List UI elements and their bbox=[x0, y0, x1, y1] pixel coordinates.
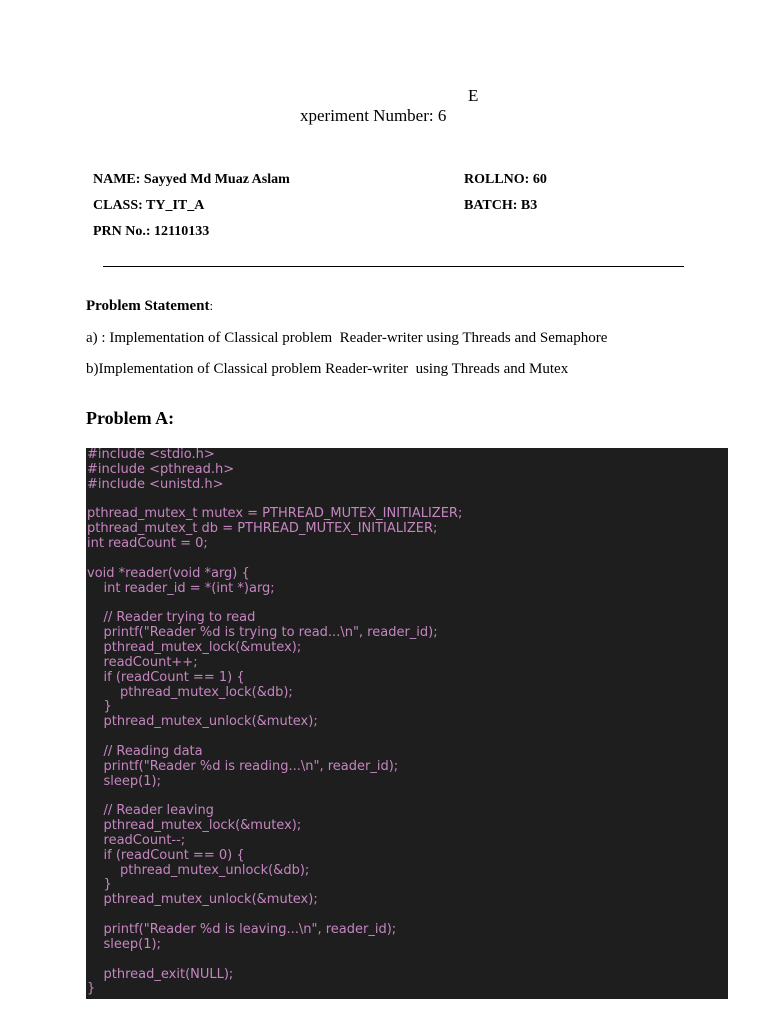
code-line: // Reader leaving bbox=[87, 803, 214, 819]
student-prn: PRN No.: 12110133 bbox=[93, 224, 210, 239]
code-line: int readCount = 0; bbox=[87, 536, 208, 552]
problem-statement-label: Problem Statement bbox=[86, 298, 210, 314]
problem-statement-b: b)Implementation of Classical problem Reader-writer using Threads and Mutex bbox=[86, 361, 569, 377]
code-line: readCount--; bbox=[87, 832, 186, 848]
horizontal-divider bbox=[103, 266, 684, 267]
student-rollno: ROLLNO: 60 bbox=[464, 172, 547, 187]
code-line: pthread_mutex_unlock(&mutex); bbox=[87, 892, 318, 908]
code-line: sleep(1); bbox=[87, 936, 161, 952]
code-line: #include <stdio.h> bbox=[87, 448, 215, 462]
student-class: CLASS: TY_IT_A bbox=[93, 198, 205, 213]
code-line bbox=[86, 730, 728, 745]
code-line: if (readCount == 1) { bbox=[87, 669, 245, 685]
code-line: #include <unistd.h> bbox=[87, 476, 224, 492]
code-line: if (readCount == 0) { bbox=[87, 847, 245, 863]
code-line bbox=[86, 596, 728, 611]
code-line: pthread_mutex_unlock(&mutex); bbox=[87, 714, 318, 730]
code-line: sleep(1); bbox=[87, 773, 161, 789]
code-line: void *reader(void *arg) { bbox=[87, 565, 250, 581]
code-line: printf("Reader %d is trying to read...\n", reader_id); bbox=[87, 625, 438, 641]
code-line: } bbox=[87, 981, 96, 997]
problem-statement-heading bbox=[86, 298, 213, 315]
code-line: pthread_mutex_lock(&mutex); bbox=[87, 818, 302, 834]
code-line: pthread_mutex_lock(&db); bbox=[87, 684, 293, 700]
code-line bbox=[86, 552, 728, 567]
code-line bbox=[86, 908, 728, 923]
code-line bbox=[86, 493, 728, 508]
code-line: } bbox=[87, 877, 112, 893]
experiment-title: xperiment Number: 6 bbox=[300, 106, 447, 125]
code-line: } bbox=[87, 699, 112, 715]
code-line: // Reader trying to read bbox=[87, 610, 256, 626]
code-line: readCount++; bbox=[87, 654, 198, 670]
code-line: pthread_mutex_t db = PTHREAD_MUTEX_INITIALIZER; bbox=[87, 521, 438, 537]
code-line: printf("Reader %d is reading...\n", reader_id); bbox=[87, 758, 399, 774]
experiment-title-first-letter: E bbox=[468, 86, 479, 105]
code-line bbox=[86, 953, 728, 968]
problem-statement-colon: : bbox=[209, 298, 214, 313]
code-line: pthread_mutex_unlock(&db); bbox=[87, 862, 310, 878]
student-batch: BATCH: B3 bbox=[464, 198, 538, 213]
problem-statement-a: a) : Implementation of Classical problem Reader-writer using Threads and Semaphore bbox=[86, 330, 608, 346]
code-line: int reader_id = *(int *)arg; bbox=[87, 580, 275, 596]
code-line: pthread_mutex_lock(&mutex); bbox=[87, 639, 302, 655]
code-line: pthread_exit(NULL); bbox=[87, 966, 234, 982]
student-name: NAME: Sayyed Md Muaz Aslam bbox=[93, 172, 290, 187]
code-line: #include <pthread.h> bbox=[87, 461, 235, 477]
code-line: printf("Reader %d is leaving...\n", reader_id); bbox=[87, 922, 397, 937]
code-line: // Reading data bbox=[87, 743, 203, 759]
code-block bbox=[86, 448, 728, 999]
code-line: pthread_mutex_t mutex = PTHREAD_MUTEX_INITIALIZER; bbox=[87, 506, 463, 522]
code-line bbox=[86, 789, 728, 804]
problem-a-heading: Problem A: bbox=[86, 408, 175, 428]
